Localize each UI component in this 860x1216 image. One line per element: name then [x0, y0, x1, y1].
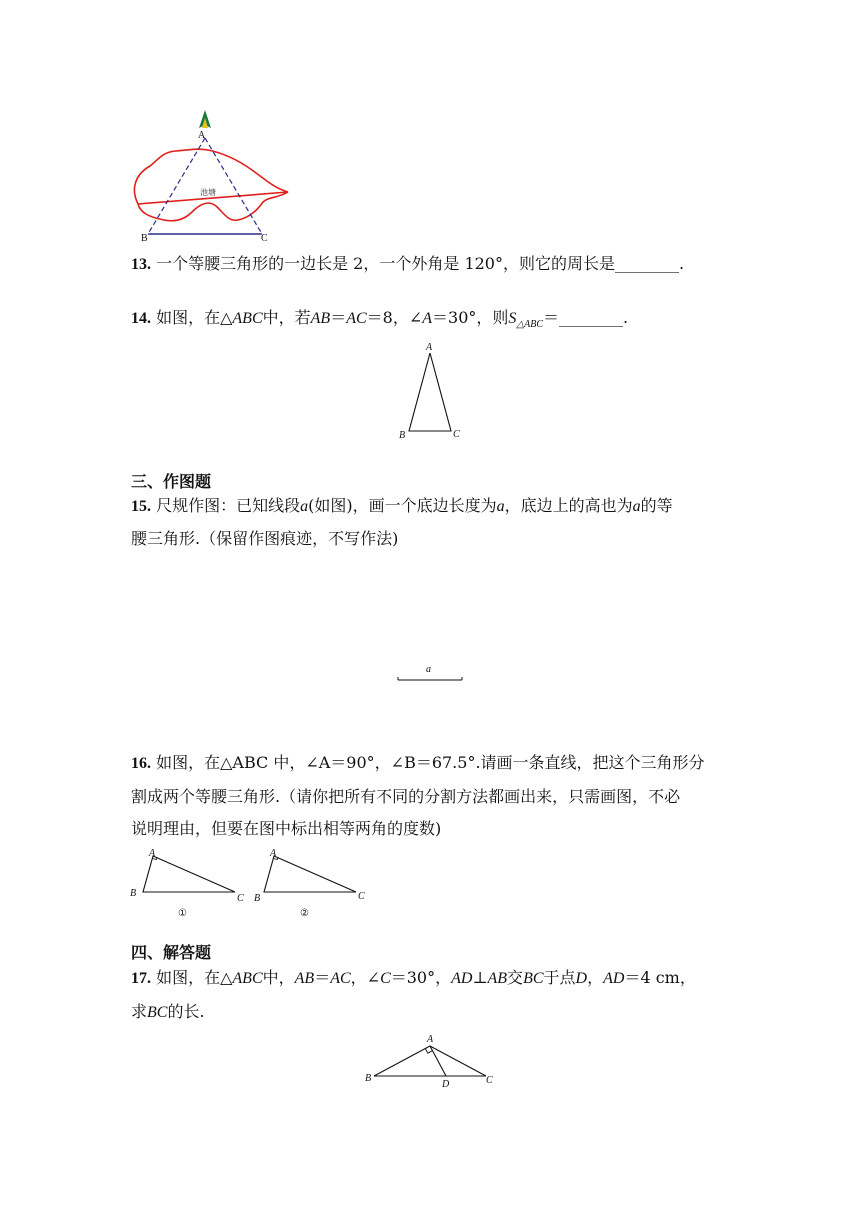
text-fragment: 中， — [262, 968, 295, 987]
math-var: BC — [147, 1004, 168, 1021]
question-number: 13. — [131, 256, 151, 273]
label-a: A — [198, 130, 206, 141]
label-b: B — [254, 893, 261, 904]
math-var: AC — [330, 970, 351, 987]
text-fragment: ＝ — [330, 308, 347, 327]
text-fragment: ＝4 cm， — [624, 968, 696, 987]
triangle-1 — [143, 856, 235, 892]
math-var: a — [496, 498, 505, 515]
section-heading: 三、作图题 — [131, 472, 212, 491]
text-fragment: ＝30°，则 — [432, 308, 509, 327]
triangle-abc — [374, 1046, 486, 1076]
question-text: 一个等腰三角形的一边长是 2，一个外角是 120°，则它的周长是________. — [156, 254, 685, 273]
caption-1: ① — [178, 908, 187, 919]
text-fragment: 如图，在△ — [156, 968, 233, 987]
text-fragment: 尺规作图：已知线段 — [156, 496, 301, 515]
math-var: a — [300, 498, 309, 515]
math-var: AC — [346, 310, 367, 327]
section-heading: 四、解答题 — [131, 943, 212, 962]
text-fragment: ⊥ — [472, 968, 488, 987]
math-var: ABC — [232, 970, 263, 987]
label-b: B — [130, 888, 137, 899]
question-16-line-3: 说明理由，但要在图中标出相等两角的度数) — [131, 819, 442, 838]
question-17-line-2 — [131, 1002, 205, 1023]
question-16 — [131, 753, 705, 774]
question-number: 15. — [131, 498, 151, 515]
label-c: C — [453, 429, 460, 440]
label-b: B — [141, 233, 148, 244]
question-16-line-2: 割成两个等腰三角形.（请你把所有不同的分割方法都画出来，只需画图，不必 — [131, 787, 681, 806]
label-a: A — [270, 848, 277, 859]
question-number: 14. — [131, 310, 151, 327]
label-c: C — [261, 233, 268, 244]
text-fragment: ＝8，∠ — [366, 308, 423, 327]
math-var: A — [422, 310, 433, 327]
triangle-2 — [264, 856, 356, 892]
triangle-figure-14 — [392, 338, 472, 444]
math-subscript: △ABC — [516, 319, 543, 331]
text-fragment: ， — [587, 968, 604, 987]
math-var: BC — [523, 970, 544, 987]
question-text: 如图，在△ABC 中，∠A＝90°，∠B＝67.5°.请画一条直线，把这个三角形分 — [156, 753, 705, 772]
question-17 — [131, 968, 696, 989]
text-fragment: 的等 — [640, 496, 673, 515]
pond-triangle-figure — [128, 104, 298, 244]
text-fragment: 求 — [131, 1002, 148, 1021]
label-c: C — [358, 891, 365, 902]
label-a: A — [149, 848, 156, 859]
label-d: D — [442, 1079, 450, 1090]
text-fragment: 如图，在△ — [156, 308, 233, 327]
text-fragment: ，底边上的高也为 — [504, 496, 633, 515]
text-fragment: 于点 — [543, 968, 576, 987]
text-fragment: ＝30°， — [390, 968, 452, 987]
pond-outline — [134, 149, 288, 221]
text-fragment: 的长. — [167, 1002, 205, 1021]
math-var: AD — [451, 970, 473, 987]
label-c: C — [237, 893, 244, 904]
text-fragment: 交 — [507, 968, 524, 987]
triangle-abc — [409, 353, 451, 431]
question-15 — [131, 496, 673, 517]
segment-a-figure — [392, 660, 468, 688]
math-var: S — [508, 310, 517, 327]
text-fragment: ＝ — [314, 968, 331, 987]
question-13 — [131, 254, 684, 275]
label-a: A — [427, 1034, 434, 1045]
text-fragment: ＝________. — [542, 308, 629, 327]
label-b: B — [365, 1073, 372, 1084]
math-var: AB — [294, 970, 315, 987]
math-var: a — [632, 498, 641, 515]
text-fragment: 中，若 — [262, 308, 311, 327]
text-fragment: (如图)，画一个底边长度为 — [308, 496, 497, 515]
caption-2: ② — [300, 908, 309, 919]
question-14 — [131, 308, 628, 335]
question-15-line-2: 腰三角形.（保留作图痕迹，不写作法) — [131, 529, 399, 548]
pond-label: 池塘 — [200, 188, 216, 197]
math-var: C — [380, 970, 391, 987]
math-var: AB — [310, 310, 331, 327]
text-fragment: ，∠ — [350, 968, 381, 987]
question-number: 17. — [131, 970, 151, 987]
math-var: ABC — [232, 310, 263, 327]
segment-label: a — [426, 664, 431, 675]
triangle-figures-16 — [126, 844, 376, 920]
math-var: AD — [603, 970, 625, 987]
math-var: AB — [487, 970, 508, 987]
label-a: A — [426, 342, 433, 353]
label-c: C — [486, 1075, 493, 1086]
triangle-figure-17 — [360, 1030, 500, 1096]
question-number: 16. — [131, 755, 151, 772]
label-b: B — [399, 430, 406, 441]
math-var: D — [575, 970, 588, 987]
